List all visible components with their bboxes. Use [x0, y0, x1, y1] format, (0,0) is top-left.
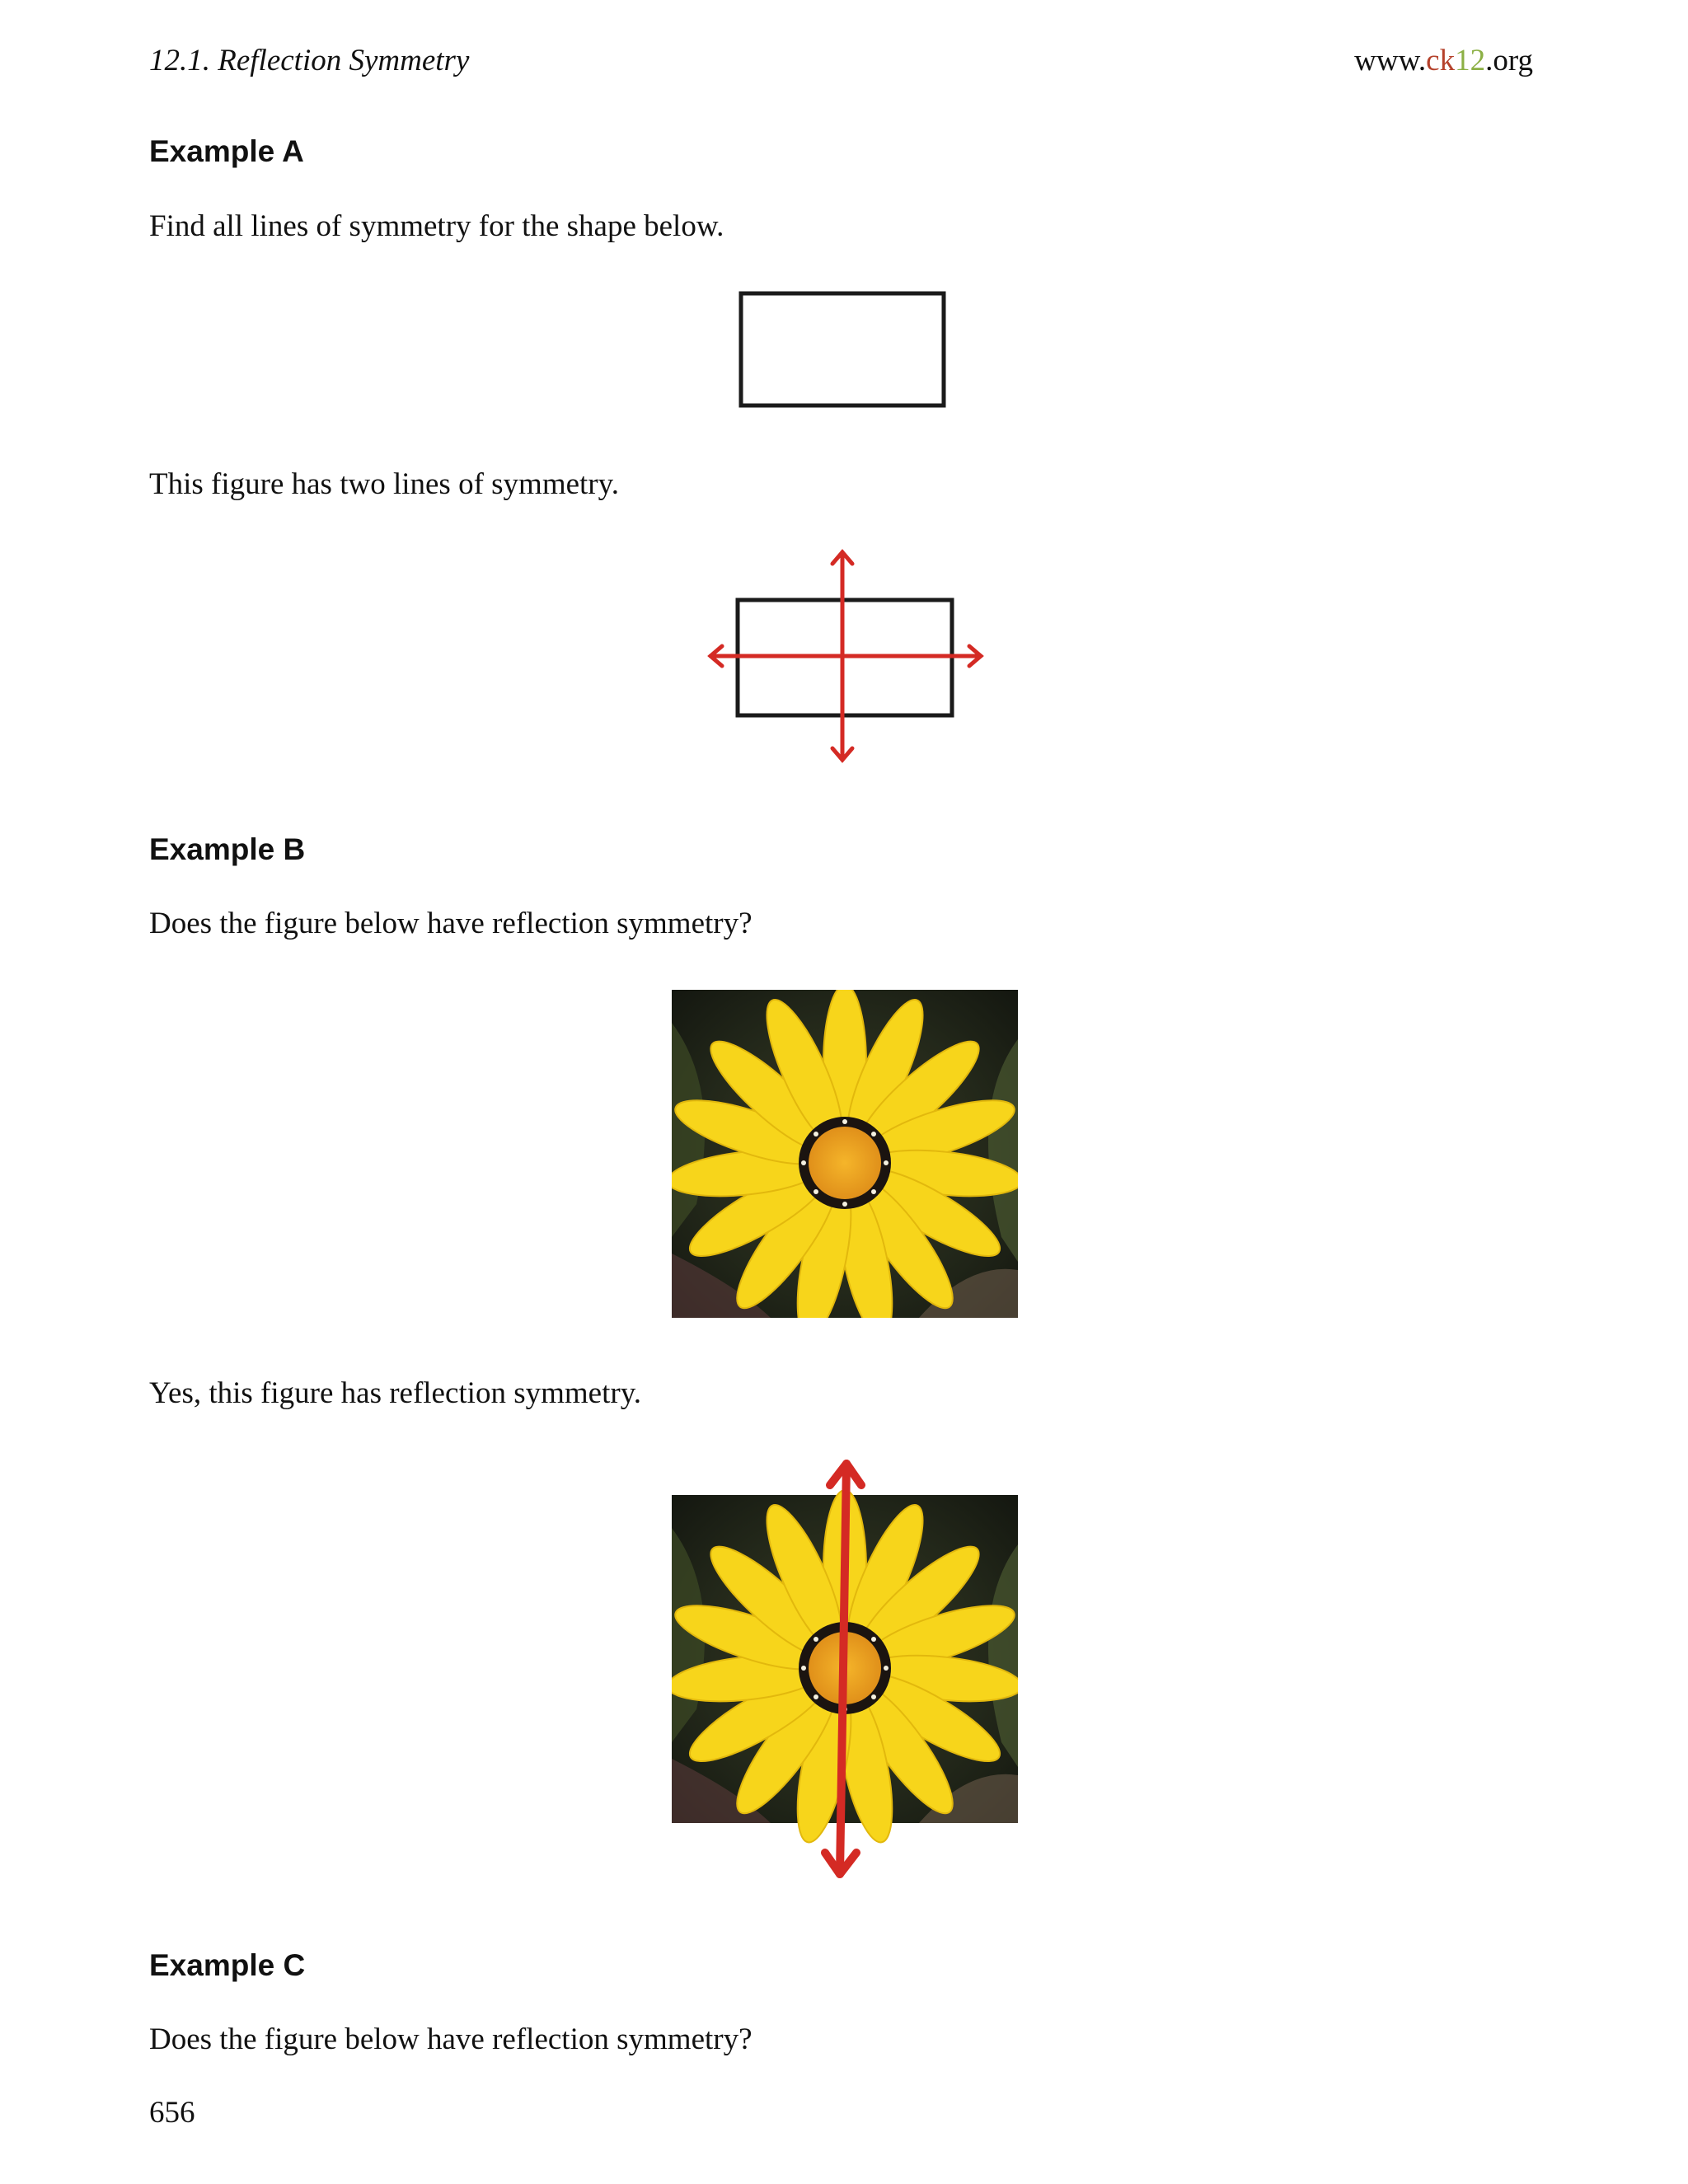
rectangle-symmetry-figure: [702, 547, 991, 765]
page-number: 656: [149, 2096, 195, 2130]
example-c-heading: Example C: [149, 1948, 306, 1982]
site-url[interactable]: [1354, 43, 1533, 78]
horizontal-symmetry-line: [710, 646, 981, 666]
example-b-question: Does the figure below have reflection symmetry?: [149, 907, 753, 940]
url-prefix: www.: [1354, 44, 1427, 77]
example-b-heading: Example B: [149, 832, 306, 866]
flower-photo: [672, 990, 1018, 1318]
url-num: 12: [1455, 44, 1486, 77]
running-head: 12.1. Reflection Symmetry: [149, 44, 470, 77]
rectangle-figure: [738, 290, 948, 409]
example-a-answer: This figure has two lines of symmetry.: [149, 467, 619, 501]
example-c-question: Does the figure below have reflection symmetry?: [149, 2022, 753, 2056]
url-suffix: .org: [1485, 44, 1533, 77]
url-ck: ck: [1426, 44, 1456, 77]
example-a-heading: Example A: [149, 134, 304, 168]
flower-symmetry-figure: [672, 1457, 1018, 1881]
example-a-question: Find all lines of symmetry for the shape below.: [149, 209, 724, 243]
example-b-answer: Yes, this figure has reflection symmetry.: [149, 1376, 642, 1410]
